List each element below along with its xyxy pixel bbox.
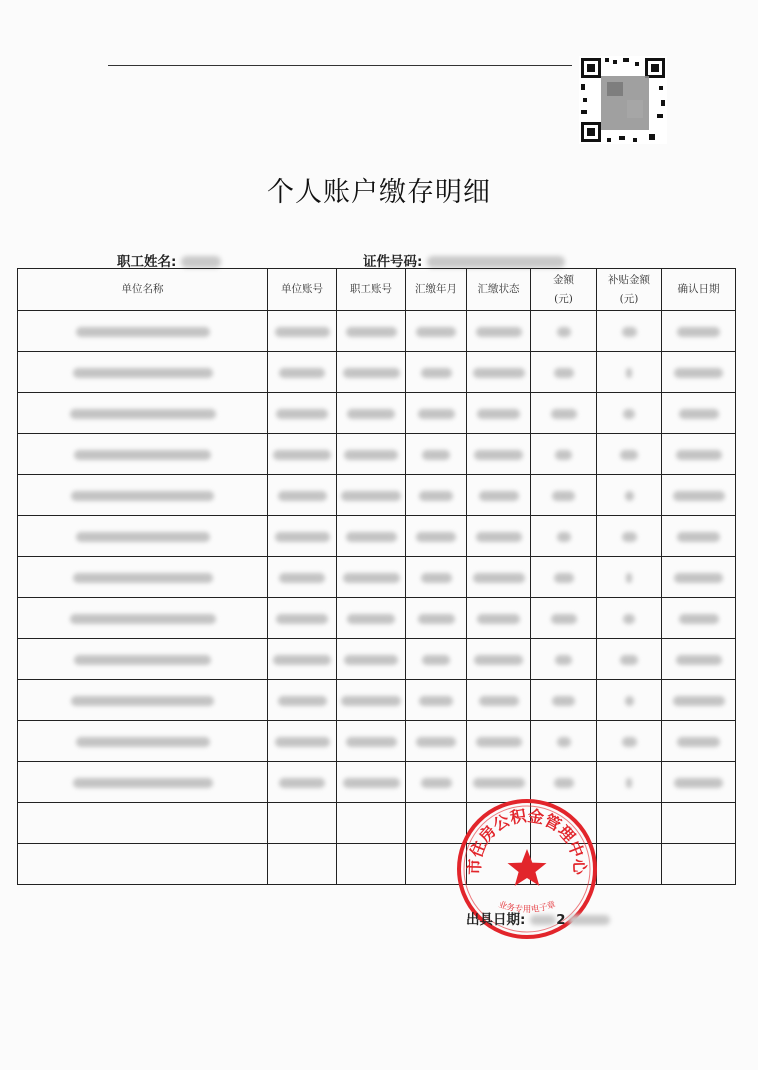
redacted-value	[416, 532, 456, 542]
table-cell	[662, 311, 736, 352]
table-cell	[662, 434, 736, 475]
qr-code	[579, 56, 667, 144]
redacted-value	[71, 491, 214, 501]
redacted-value	[76, 532, 210, 542]
redacted-value	[273, 655, 331, 665]
redacted-value	[344, 450, 398, 460]
column-header: 单位名称	[18, 269, 268, 311]
table-cell	[337, 434, 406, 475]
seal-star-icon	[508, 849, 547, 886]
redacted-value	[620, 450, 638, 460]
table-cell	[337, 598, 406, 639]
redacted-value	[421, 573, 452, 583]
redacted-value	[555, 655, 572, 665]
table-cell	[337, 844, 406, 885]
redacted-value	[275, 532, 330, 542]
table-cell	[337, 762, 406, 803]
redacted-value	[343, 778, 400, 788]
table-cell	[268, 393, 337, 434]
redacted-value	[674, 573, 723, 583]
redacted-value	[278, 491, 327, 501]
table-row	[18, 557, 736, 598]
table-cell	[337, 475, 406, 516]
redacted-value	[674, 778, 723, 788]
table-cell	[337, 393, 406, 434]
table-cell	[406, 516, 467, 557]
table-cell	[597, 557, 662, 598]
column-header: 职工账号	[337, 269, 406, 311]
table-cell	[662, 844, 736, 885]
table-cell	[18, 639, 268, 680]
redacted-value	[677, 532, 720, 542]
table-row	[18, 762, 736, 803]
table-cell	[268, 434, 337, 475]
table-cell	[662, 393, 736, 434]
table-cell	[337, 516, 406, 557]
table-cell	[406, 721, 467, 762]
redacted-value	[275, 737, 330, 747]
table-row	[18, 475, 736, 516]
redacted-value	[477, 614, 520, 624]
table-row	[18, 393, 736, 434]
redacted-value	[679, 614, 719, 624]
table-body	[18, 311, 736, 885]
redacted-value	[422, 450, 450, 460]
redacted-value	[676, 450, 722, 460]
table-cell	[467, 434, 531, 475]
redacted-value	[552, 696, 575, 706]
table-cell	[18, 844, 268, 885]
table-cell	[597, 598, 662, 639]
redacted-value	[476, 327, 522, 337]
redacted-value	[622, 737, 637, 747]
table-row	[18, 434, 736, 475]
redacted-value	[418, 614, 455, 624]
employee-name-label: 职工姓名:	[117, 254, 177, 270]
employee-name-field	[117, 250, 221, 270]
contribution-table	[17, 268, 736, 885]
table-cell	[597, 475, 662, 516]
redacted-value	[622, 327, 637, 337]
redacted-value	[73, 573, 213, 583]
table-row	[18, 311, 736, 352]
table-cell	[18, 557, 268, 598]
redacted-value	[474, 655, 523, 665]
table-cell	[268, 598, 337, 639]
redacted-value	[273, 450, 331, 460]
redacted-value	[476, 532, 522, 542]
redacted-value	[623, 614, 635, 624]
redacted-value	[76, 327, 210, 337]
table-cell	[18, 803, 268, 844]
redacted-value	[278, 696, 327, 706]
redacted-value	[343, 573, 400, 583]
redacted-value	[419, 491, 453, 501]
redacted-value	[674, 368, 723, 378]
redacted-value	[626, 778, 632, 788]
table-cell	[18, 762, 268, 803]
table-cell	[662, 721, 736, 762]
table-cell	[406, 393, 467, 434]
redacted-value	[555, 450, 572, 460]
redacted-value	[557, 327, 571, 337]
redacted-value	[346, 327, 397, 337]
column-header: 金额 (元)	[531, 269, 597, 311]
redacted-value	[421, 778, 452, 788]
header-rule	[108, 65, 572, 66]
redacted-value	[673, 491, 725, 501]
table-cell	[406, 639, 467, 680]
redacted-value	[626, 368, 632, 378]
table-cell	[18, 475, 268, 516]
table-cell	[531, 311, 597, 352]
redacted-value	[276, 409, 328, 419]
redacted-value	[474, 450, 523, 460]
id-number-label: 证件号码:	[363, 254, 423, 270]
redacted-value	[341, 696, 401, 706]
redacted-value	[623, 409, 635, 419]
redacted-value	[477, 409, 520, 419]
table-cell	[662, 762, 736, 803]
redacted-value	[279, 368, 325, 378]
table-cell	[662, 803, 736, 844]
table-cell	[597, 803, 662, 844]
table-cell	[18, 352, 268, 393]
issue-date-visible: 2	[556, 912, 566, 928]
redacted-value	[279, 778, 325, 788]
table-cell	[467, 311, 531, 352]
table-cell	[268, 844, 337, 885]
redacted-value	[70, 614, 216, 624]
table-cell	[597, 762, 662, 803]
table-cell	[18, 516, 268, 557]
table-cell	[406, 311, 467, 352]
redacted-value	[620, 655, 638, 665]
table-cell	[531, 721, 597, 762]
table-cell	[337, 803, 406, 844]
table-row-empty	[18, 844, 736, 885]
redacted-value	[279, 573, 325, 583]
redacted-value	[479, 491, 519, 501]
redacted-value	[677, 327, 720, 337]
redacted-value	[557, 737, 571, 747]
table-cell	[467, 639, 531, 680]
table-cell	[662, 598, 736, 639]
redacted-value	[73, 778, 213, 788]
redacted-value	[343, 368, 400, 378]
table-row	[18, 516, 736, 557]
table-cell	[467, 721, 531, 762]
table-cell	[662, 352, 736, 393]
redacted-value	[473, 778, 525, 788]
redacted-value	[554, 368, 574, 378]
redacted-value	[625, 696, 634, 706]
table-cell	[662, 475, 736, 516]
redacted-value	[421, 368, 452, 378]
page-title: 个人账户缴存明细	[267, 177, 491, 208]
issue-date-label: 出具日期:	[466, 912, 526, 928]
redacted-value	[275, 327, 330, 337]
redacted-value	[476, 737, 522, 747]
table-cell	[467, 680, 531, 721]
redacted-value	[74, 450, 211, 460]
table-cell	[18, 311, 268, 352]
column-header: 确认日期	[662, 269, 736, 311]
table-cell	[597, 639, 662, 680]
table-cell	[597, 721, 662, 762]
table-row-empty	[18, 803, 736, 844]
redacted-value	[479, 696, 519, 706]
table-cell	[597, 844, 662, 885]
redacted-value	[416, 327, 456, 337]
column-header: 汇缴年月	[406, 269, 467, 311]
redacted-value	[473, 368, 525, 378]
table-cell	[467, 393, 531, 434]
redacted-value	[626, 573, 632, 583]
redacted-value	[418, 409, 455, 419]
redacted-issue-date	[568, 915, 610, 925]
table-cell	[662, 639, 736, 680]
table-cell	[268, 803, 337, 844]
table-cell	[337, 721, 406, 762]
table-cell	[18, 680, 268, 721]
redacted-value	[557, 532, 571, 542]
table-cell	[597, 393, 662, 434]
redacted-value	[347, 614, 395, 624]
redacted-id-number	[427, 256, 565, 268]
table-cell	[268, 311, 337, 352]
table-cell	[531, 475, 597, 516]
table-cell	[406, 557, 467, 598]
table-cell	[597, 680, 662, 721]
redacted-value	[416, 737, 456, 747]
table-cell	[337, 311, 406, 352]
redacted-value	[676, 655, 722, 665]
redacted-value	[276, 614, 328, 624]
table-cell	[531, 434, 597, 475]
table-cell	[337, 557, 406, 598]
redacted-value	[554, 778, 574, 788]
redacted-value	[70, 409, 216, 419]
table-cell	[18, 393, 268, 434]
table-cell	[662, 557, 736, 598]
table-cell	[597, 352, 662, 393]
table-row	[18, 352, 736, 393]
redacted-value	[625, 491, 634, 501]
column-header: 补贴金额 (元)	[597, 269, 662, 311]
redacted-value	[422, 655, 450, 665]
redacted-name	[181, 256, 221, 268]
redacted-value	[673, 696, 725, 706]
table-cell	[337, 352, 406, 393]
column-header: 单位账号	[268, 269, 337, 311]
id-number-field	[363, 250, 565, 270]
table-cell	[531, 393, 597, 434]
table-cell	[531, 557, 597, 598]
table-cell	[406, 352, 467, 393]
redacted-value	[76, 737, 210, 747]
redacted-value	[73, 368, 213, 378]
table-cell	[268, 639, 337, 680]
table-header-row	[18, 269, 736, 311]
table-row	[18, 680, 736, 721]
table-cell	[531, 639, 597, 680]
table-cell	[18, 721, 268, 762]
redacted-value	[346, 532, 397, 542]
table-cell	[467, 352, 531, 393]
redacted-issue-date	[530, 915, 556, 925]
table-cell	[337, 639, 406, 680]
table-cell	[467, 475, 531, 516]
table-cell	[268, 475, 337, 516]
table-cell	[406, 434, 467, 475]
table-cell	[597, 311, 662, 352]
redacted-value	[551, 409, 577, 419]
table-cell	[531, 516, 597, 557]
column-header: 汇缴状态	[467, 269, 531, 311]
seal-bottom-text: 业务专用电子章	[497, 899, 557, 915]
redacted-value	[346, 737, 397, 747]
redacted-value	[551, 614, 577, 624]
redacted-value	[552, 491, 575, 501]
redacted-value	[74, 655, 211, 665]
table-cell	[662, 680, 736, 721]
table-cell	[268, 721, 337, 762]
redacted-value	[347, 409, 395, 419]
table-cell	[268, 762, 337, 803]
table-cell	[18, 598, 268, 639]
table-row	[18, 598, 736, 639]
seal-arc-text: 市住房公积金管理中心	[464, 805, 590, 876]
table-cell	[406, 475, 467, 516]
redacted-value	[344, 655, 398, 665]
table-cell	[406, 598, 467, 639]
redacted-value	[622, 532, 637, 542]
table-cell	[337, 680, 406, 721]
table-cell	[268, 516, 337, 557]
table-cell	[406, 680, 467, 721]
redacted-value	[341, 491, 401, 501]
redacted-value	[679, 409, 719, 419]
table-cell	[467, 598, 531, 639]
table-cell	[531, 352, 597, 393]
table-row	[18, 721, 736, 762]
table-cell	[662, 516, 736, 557]
redacted-value	[554, 573, 574, 583]
table-cell	[18, 434, 268, 475]
table-cell	[268, 680, 337, 721]
redacted-value	[71, 696, 214, 706]
table-cell	[531, 598, 597, 639]
table-cell	[467, 516, 531, 557]
redacted-value	[419, 696, 453, 706]
table-cell	[268, 352, 337, 393]
redacted-value	[473, 573, 525, 583]
redacted-value	[677, 737, 720, 747]
table-cell	[467, 557, 531, 598]
table-cell	[597, 434, 662, 475]
table-cell	[268, 557, 337, 598]
table-row	[18, 639, 736, 680]
table-cell	[531, 680, 597, 721]
table-cell	[597, 516, 662, 557]
issue-date-field	[466, 908, 610, 928]
